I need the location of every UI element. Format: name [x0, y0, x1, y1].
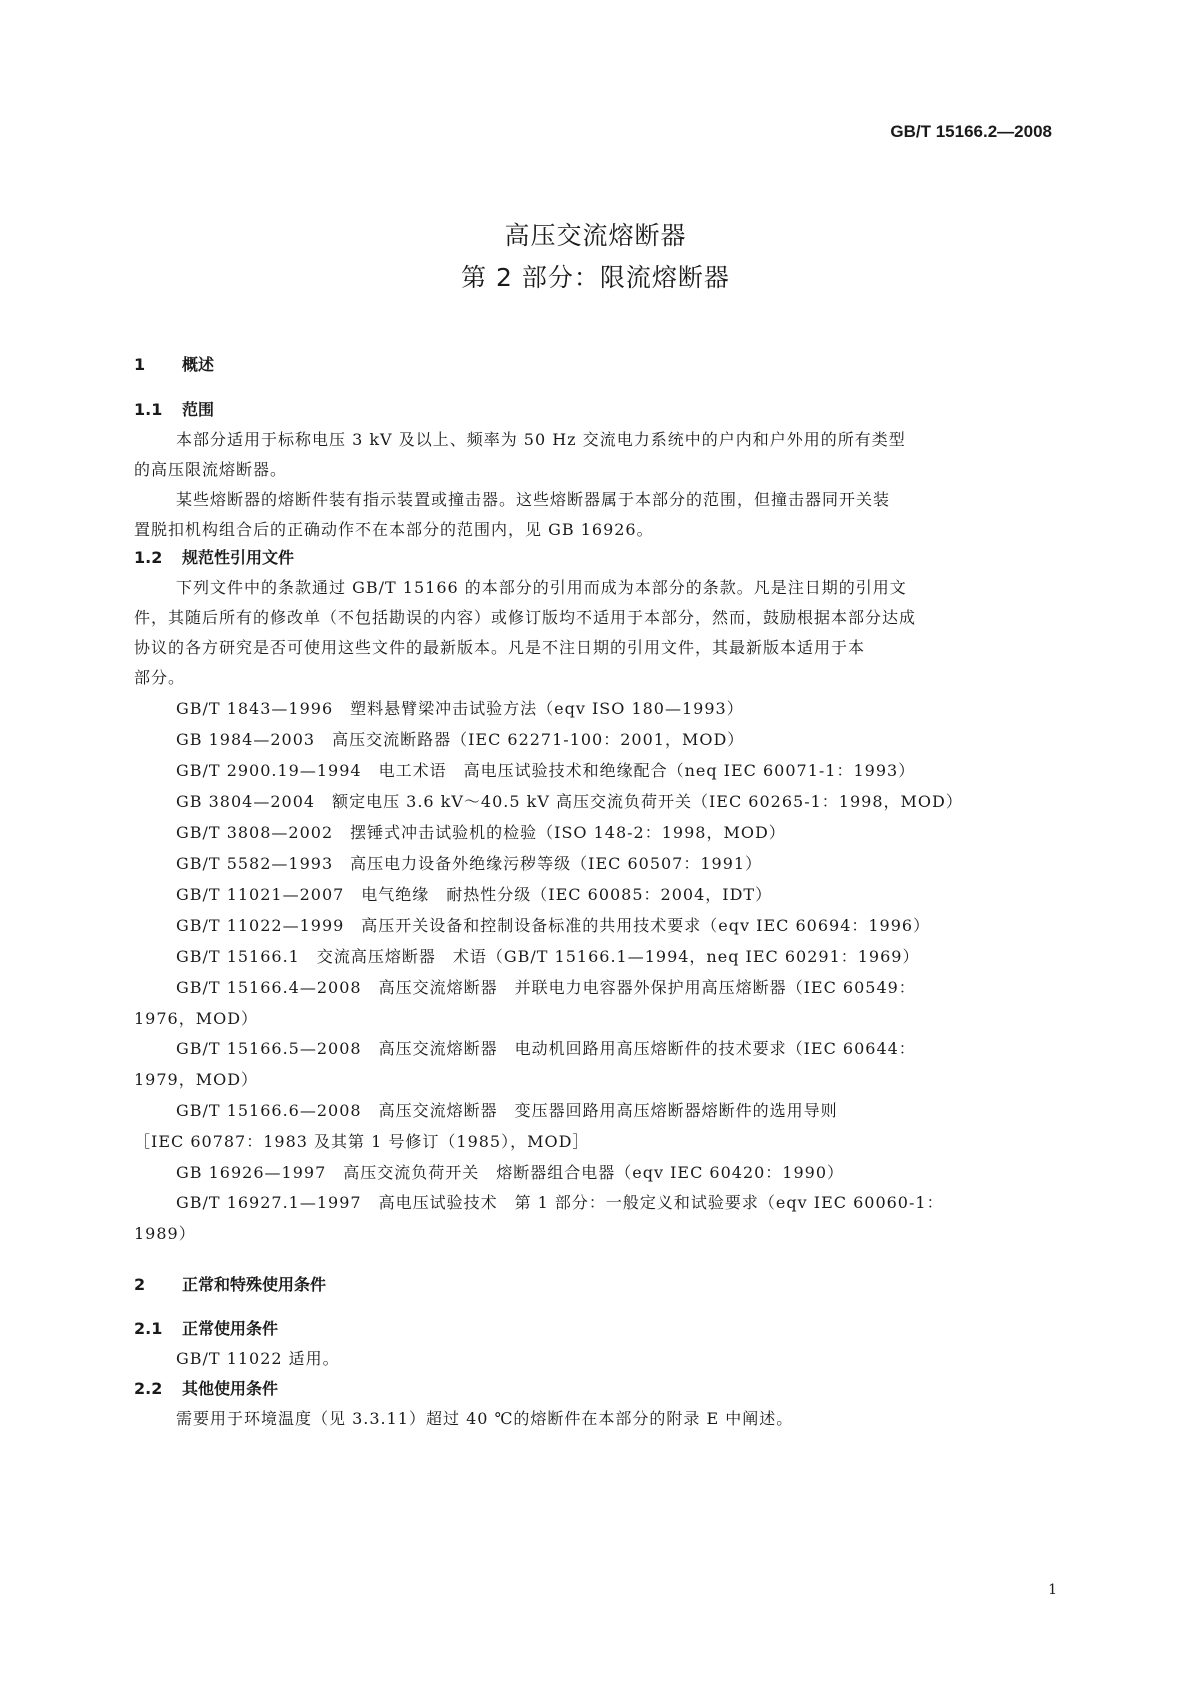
- paragraph-line: 件，其随后所有的修改单（不包括勘误的内容）或修订版均不适用于本部分，然而，鼓励根据本部分达成: [134, 608, 917, 627]
- paragraph-line: 下列文件中的条款通过 GB/T 15166 的本部分的引用而成为本部分的条款。凡是注日期的引用文: [176, 578, 907, 597]
- section-1-1-heading: [134, 397, 214, 420]
- reference-item: GB/T 15166.5—2008 高压交流熔断器 电动机回路用高压熔断件的技术要求（IEC 60644：: [176, 1039, 916, 1058]
- reference-item-continued: 1979，MOD）: [134, 1070, 259, 1089]
- section-title: 概述: [182, 355, 215, 374]
- reference-item: GB/T 3808—2002 摆锤式冲击试验机的检验（ISO 148-2：1998，MOD）: [176, 823, 786, 842]
- reference-item-continued: 1989）: [134, 1224, 196, 1243]
- reference-item: GB 1984—2003 高压交流断路器（IEC 62271-100：2001，MOD）: [176, 730, 745, 749]
- paragraph-line: 某些熔断器的熔断件装有指示装置或撞击器。这些熔断器属于本部分的范围，但撞击器同开关装: [176, 490, 891, 509]
- section-2-1-heading: [134, 1316, 278, 1339]
- section-number: 2: [134, 1275, 146, 1294]
- page-number: 1: [1048, 1582, 1057, 1598]
- section-2-2-heading: [134, 1376, 278, 1399]
- section-title: 规范性引用文件: [182, 548, 295, 567]
- section-title: 其他使用条件: [182, 1379, 279, 1398]
- section-1-2-heading: [134, 545, 294, 568]
- section-title: 正常和特殊使用条件: [182, 1275, 327, 1294]
- reference-item: GB/T 2900.19—1994 电工术语 高电压试验技术和绝缘配合（neq IEC 60071-1：1993）: [176, 761, 916, 780]
- paragraph-line: 置脱扣机构组合后的正确动作不在本部分的范围内，见 GB 16926。: [134, 520, 654, 539]
- section-number: 2.1: [134, 1319, 163, 1338]
- reference-item-continued: ［IEC 60787：1983 及其第 1 号修订（1985），MOD］: [134, 1132, 590, 1151]
- section-2-heading: [134, 1272, 326, 1295]
- standard-code: GB/T 15166.2—2008: [890, 122, 1052, 141]
- section-title: 范围: [182, 400, 215, 419]
- paragraph-line: GB/T 11022 适用。: [176, 1349, 340, 1368]
- paragraph-line: 协议的各方研究是否可使用这些文件的最新版本。凡是不注日期的引用文件，其最新版本适用于本: [134, 638, 866, 657]
- reference-item: GB/T 5582—1993 高压电力设备外绝缘污秽等级（IEC 60507：1991）: [176, 854, 763, 873]
- section-title: 正常使用条件: [182, 1319, 279, 1338]
- document-subtitle: 第 2 部分：限流熔断器: [461, 263, 730, 292]
- section-number: 1: [134, 355, 146, 374]
- reference-item: GB/T 15166.1 交流高压熔断器 术语（GB/T 15166.1—1994，neq IEC 60291：1969）: [176, 947, 920, 966]
- paragraph-line: 需要用于环境温度（见 3.3.11）超过 40 ℃的熔断件在本部分的附录 E 中阐述。: [176, 1409, 794, 1428]
- paragraph-line: 的高压限流熔断器。: [134, 460, 288, 479]
- reference-item: GB 16926—1997 高压交流负荷开关 熔断器组合电器（eqv IEC 60420：1990）: [176, 1163, 845, 1182]
- reference-item: GB/T 16927.1—1997 高电压试验技术 第 1 部分：一般定义和试验要求（eqv IEC 60060-1：: [176, 1193, 944, 1212]
- section-number: 1.2: [134, 548, 163, 567]
- section-number: 2.2: [134, 1379, 163, 1398]
- document-title: 高压交流熔断器: [504, 221, 687, 250]
- section-number: 1.1: [134, 400, 163, 419]
- reference-item: GB/T 11022—1999 高压开关设备和控制设备标准的共用技术要求（eqv IEC 60694：1996）: [176, 916, 931, 935]
- section-1-heading: [134, 352, 214, 375]
- reference-item: GB 3804—2004 额定电压 3.6 kV～40.5 kV 高压交流负荷开关（IEC 60265-1：1998，MOD）: [176, 792, 963, 811]
- reference-item: GB/T 15166.6—2008 高压交流熔断器 变压器回路用高压熔断器熔断件的选用导则: [176, 1101, 838, 1120]
- reference-item: GB/T 15166.4—2008 高压交流熔断器 并联电力电容器外保护用高压熔断器（IEC 60549：: [176, 978, 916, 997]
- reference-item: GB/T 11021—2007 电气绝缘 耐热性分级（IEC 60085：2004，IDT）: [176, 885, 773, 904]
- paragraph-line: 本部分适用于标称电压 3 kV 及以上、频率为 50 Hz 交流电力系统中的户内和户外用的所有类型: [176, 430, 906, 449]
- paragraph-line: 部分。: [134, 668, 186, 687]
- reference-item: GB/T 1843—1996 塑料悬臂梁冲击试验方法（eqv ISO 180—1993）: [176, 699, 744, 718]
- reference-item-continued: 1976，MOD）: [134, 1009, 259, 1028]
